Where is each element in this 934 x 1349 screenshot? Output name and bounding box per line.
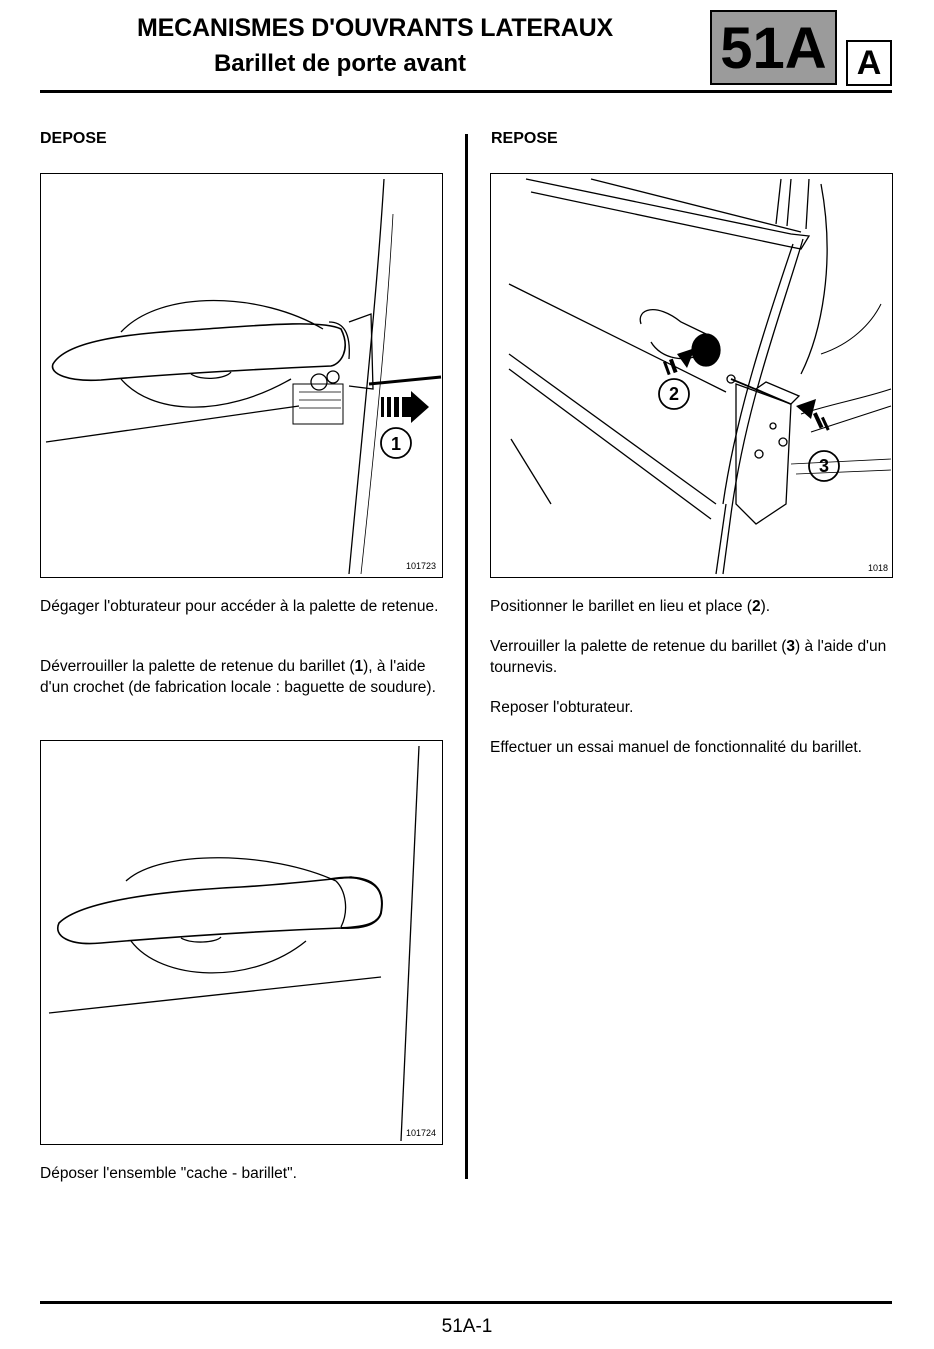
figure-ref-1018: 1018 (867, 563, 888, 573)
page-number: 51A-1 (441, 1316, 493, 1337)
door-lock-install-illustration (491, 174, 894, 579)
para-bold-ref: 2 (751, 598, 761, 615)
repose-heading: REPOSE (491, 130, 558, 147)
paragraph-effectuer: Effectuer un essai manuel de fonctionnalité du barillet. (490, 739, 862, 756)
document-title: MECANISMES D'OUVRANTS LATERAUX (137, 14, 613, 42)
paragraph-positionner (490, 597, 900, 618)
paragraph-reposer: Reposer l'obturateur. (490, 699, 634, 716)
figure-ref-101724: 101724 (405, 1128, 436, 1138)
paragraph-deposer: Déposer l'ensemble "cache - barillet". (40, 1165, 297, 1182)
para-text: Verrouiller la palette de retenue du barillet ( (490, 638, 787, 655)
figure-depose-2 (40, 740, 443, 1145)
document-subtitle: Barillet de porte avant (213, 50, 467, 77)
column-divider (465, 134, 468, 1179)
figure-depose-1 (40, 173, 443, 578)
section-code-badge: 51A (710, 10, 837, 85)
door-handle-illustration-2 (41, 741, 444, 1146)
paragraph-verrouiller (490, 637, 900, 678)
para-text: ), à l'aide d'un crochet (de fabrication locale : baguette de soudure). (40, 658, 436, 696)
para-text: Positionner le barillet en lieu et place ( (490, 598, 752, 615)
callout-1-label: 1 (390, 434, 401, 454)
para-text: ) à l'aide d'un tournevis. (490, 638, 887, 676)
figure-repose (490, 173, 893, 578)
callout-3-label: 3 (818, 456, 829, 476)
paragraph-deverrouiller (40, 657, 445, 698)
variant-badge: A (846, 40, 892, 86)
paragraph-degager: Dégager l'obturateur pour accéder à la palette de retenue. (40, 598, 439, 615)
header-rule (40, 90, 892, 93)
para-text: Déverrouiller la palette de retenue du barillet ( (40, 658, 355, 675)
depose-heading: DEPOSE (40, 130, 107, 147)
figure-ref-101723: 101723 (405, 561, 436, 571)
callout-2-label: 2 (668, 384, 679, 404)
door-handle-illustration-1 (41, 174, 444, 579)
footer-rule (40, 1301, 892, 1304)
para-bold-ref: 3 (786, 638, 796, 655)
para-bold-ref: 1 (354, 658, 364, 675)
para-text: ). (760, 598, 771, 615)
